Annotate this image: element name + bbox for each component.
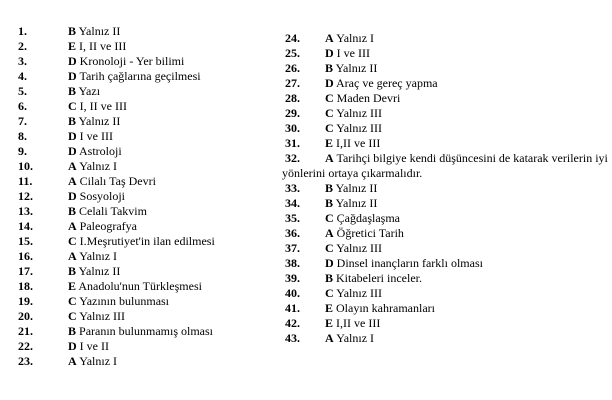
answer	[325, 331, 374, 346]
answer-letter: A	[68, 249, 77, 263]
question-number: 42.	[285, 316, 300, 330]
answer	[325, 211, 400, 226]
question-number: 3.	[18, 54, 27, 68]
answer	[68, 219, 137, 234]
answer	[68, 294, 169, 309]
question-number: 23.	[18, 354, 33, 368]
question-number: 25.	[285, 46, 300, 60]
answer-text: Yalnız III	[336, 241, 383, 255]
answer-letter: A	[325, 31, 334, 45]
answer	[68, 309, 125, 324]
answer-letter: D	[68, 69, 77, 83]
answer-text: I ve III	[79, 129, 113, 143]
answer-text: Yalnız III	[336, 106, 383, 120]
answer-text: Anadolu'nun Türkleşmesi	[78, 279, 202, 293]
answer-letter: C	[68, 309, 77, 323]
answer-row	[0, 294, 260, 309]
answer-text: Araç ve gereç yapma	[336, 76, 438, 90]
question-number: 9.	[18, 144, 27, 158]
answer-letter: B	[325, 271, 334, 285]
answer	[68, 39, 126, 54]
question-number: 36.	[285, 226, 300, 240]
answer	[325, 106, 382, 121]
answer-text: I,II ve III	[336, 136, 381, 150]
answer	[68, 189, 125, 204]
answer	[68, 129, 113, 144]
answer-letter: B	[68, 264, 77, 278]
answer-letter: D	[325, 46, 334, 60]
answer-row	[0, 309, 260, 324]
answer	[68, 174, 156, 189]
answer-text: I ve II	[79, 339, 109, 353]
answer-text: Celali Takvim	[79, 204, 147, 218]
answer-text: Paranın bulunmamış olması	[79, 324, 214, 338]
answer	[325, 316, 380, 331]
answer-row	[0, 324, 260, 339]
answer-letter: A	[325, 151, 334, 165]
question-number: 43.	[285, 331, 300, 345]
answer-row	[282, 61, 612, 76]
question-number: 30.	[285, 121, 300, 135]
answer-row	[282, 151, 612, 181]
question-number: 17.	[18, 264, 33, 278]
answer-text: Kitabeleri inceler.	[336, 271, 422, 285]
answer	[325, 61, 377, 76]
answer-text: I,II ve III	[336, 316, 381, 330]
question-number: 18.	[18, 279, 33, 293]
answer-text: Yalnız III	[336, 286, 383, 300]
answer-row	[0, 279, 260, 294]
answer	[68, 114, 120, 129]
answer-letter: D	[68, 129, 77, 143]
answer-row	[0, 264, 260, 279]
question-number: 41.	[285, 301, 300, 315]
question-number: 12.	[18, 189, 33, 203]
answer-row	[282, 121, 612, 136]
answer-row	[0, 54, 260, 69]
answer-row	[282, 136, 612, 151]
answer-letter: E	[68, 39, 77, 53]
answer-text: I, II ve III	[79, 99, 127, 113]
answer	[68, 339, 109, 354]
answer-row	[282, 31, 612, 46]
answer-text: Yalnız I	[79, 354, 118, 368]
answer	[325, 136, 380, 151]
answer-row	[282, 196, 612, 211]
answer-letter: A	[68, 219, 77, 233]
answer-row	[282, 316, 612, 331]
answer-letter: C	[325, 121, 334, 135]
answer-letter: A	[68, 174, 77, 188]
question-number: 34.	[285, 196, 300, 210]
answer-text: Sosyoloji	[79, 189, 126, 203]
answer	[325, 286, 382, 301]
question-number: 4.	[18, 69, 27, 83]
answer-text: Yalnız III	[79, 309, 126, 323]
question-number: 14.	[18, 219, 33, 233]
question-number: 20.	[18, 309, 33, 323]
answer-row	[0, 39, 260, 54]
answer	[325, 256, 483, 271]
answer-row	[282, 46, 612, 61]
question-number: 15.	[18, 234, 33, 248]
answer-letter: A	[325, 331, 334, 345]
answer-row	[0, 84, 260, 99]
answer-letter: B	[68, 84, 77, 98]
answer-row	[0, 69, 260, 84]
answer-letter: D	[325, 256, 334, 270]
answer-letter: D	[68, 144, 77, 158]
answer-letter: B	[325, 61, 334, 75]
answer-text: Yazı	[78, 84, 101, 98]
question-number: 1.	[18, 24, 27, 38]
answer-letter: E	[325, 301, 334, 315]
answer	[68, 159, 117, 174]
answer-row	[282, 301, 612, 316]
answer	[68, 204, 147, 219]
answer-row	[282, 226, 612, 241]
answer-letter: D	[68, 189, 77, 203]
answer-row	[282, 286, 612, 301]
answer-row	[0, 159, 260, 174]
answer-text: Öğretici Tarih	[336, 226, 404, 240]
answer-row	[0, 99, 260, 114]
answer	[68, 354, 117, 369]
answer-row	[0, 24, 260, 39]
answer	[325, 76, 438, 91]
question-number: 35.	[285, 211, 300, 225]
question-number: 26.	[285, 61, 300, 75]
answer	[325, 121, 382, 136]
answer-text: Yalnız II	[335, 196, 378, 210]
answer	[325, 226, 404, 241]
answer-row	[282, 331, 612, 346]
answer-letter: E	[325, 316, 334, 330]
question-number: 2.	[18, 39, 27, 53]
answer-letter: E	[68, 279, 77, 293]
answer-text: Yalnız II	[78, 264, 121, 278]
answer-text: Yazının bulunması	[79, 294, 170, 308]
answer	[325, 241, 382, 256]
answer-row	[0, 234, 260, 249]
question-number: 6.	[18, 99, 27, 113]
answer-letter: C	[325, 286, 334, 300]
answer-key-left-column	[0, 0, 260, 369]
answer-text: Tarih çağlarına geçilmesi	[79, 69, 201, 83]
question-number: 27.	[285, 76, 300, 90]
answer-letter: B	[325, 181, 334, 195]
answer-row	[282, 241, 612, 256]
answer-letter: C	[68, 294, 77, 308]
answer-letter: B	[68, 114, 77, 128]
question-number: 40.	[285, 286, 300, 300]
answer-row	[0, 339, 260, 354]
answer	[68, 144, 122, 159]
answer-letter: B	[68, 24, 77, 38]
answer-text: Astroloji	[79, 144, 122, 158]
answer-row	[282, 181, 612, 196]
answer-text: I.Meşrutiyet'in ilan edilmesi	[79, 234, 215, 248]
question-number: 21.	[18, 324, 33, 338]
answer	[325, 271, 422, 286]
answer-text: Dinsel inançların farklı olması	[336, 256, 483, 270]
answer-letter: C	[325, 91, 334, 105]
answer-letter: B	[68, 324, 77, 338]
answer	[325, 181, 377, 196]
answer-row	[282, 256, 612, 271]
answer-text: Cilalı Taş Devri	[79, 174, 156, 188]
answer	[68, 234, 215, 249]
answer-row	[0, 189, 260, 204]
answer-row	[282, 106, 612, 121]
answer-letter: C	[68, 234, 77, 248]
answer-text: Yalnız II	[78, 114, 121, 128]
answer	[68, 249, 117, 264]
question-number: 39.	[285, 271, 300, 285]
answer	[68, 24, 120, 39]
question-number: 16.	[18, 249, 33, 263]
answer	[68, 69, 201, 84]
answer	[325, 196, 377, 211]
answer	[68, 324, 213, 339]
question-number: 37.	[285, 241, 300, 255]
answer	[325, 46, 370, 61]
answer-text: Yalnız I	[79, 159, 118, 173]
answer-text: Yalnız III	[336, 121, 383, 135]
answer-letter: E	[325, 136, 334, 150]
answer-row	[0, 144, 260, 159]
answer	[325, 301, 435, 316]
answer-text-continuation: yönlerini ortaya çıkarmalıdır.	[282, 166, 423, 180]
answer-letter: D	[68, 54, 77, 68]
answer-text: Kronoloji - Yer bilimi	[79, 54, 185, 68]
answer-row	[0, 249, 260, 264]
question-number: 22.	[18, 339, 33, 353]
question-number: 32.	[285, 151, 300, 165]
answer-letter: C	[325, 241, 334, 255]
answer-row	[282, 76, 612, 91]
answer	[68, 54, 184, 69]
answer-row	[0, 114, 260, 129]
answer-row	[282, 91, 612, 106]
question-number: 11.	[18, 174, 33, 188]
answer-text: Çağdaşlaşma	[336, 211, 400, 225]
answer-text: Yalnız II	[335, 61, 378, 75]
answer-key-right-column	[282, 0, 612, 346]
answer-letter: A	[68, 354, 77, 368]
answer-letter: B	[68, 204, 77, 218]
answer-row	[0, 204, 260, 219]
question-number: 5.	[18, 84, 27, 98]
answer-text: Yalnız I	[79, 249, 118, 263]
answer-row	[0, 219, 260, 234]
answer-letter: C	[325, 106, 334, 120]
answer-text: Olayın kahramanları	[336, 301, 435, 315]
answer-row	[0, 129, 260, 144]
question-number: 19.	[18, 294, 33, 308]
answer-letter: B	[325, 196, 334, 210]
answer-text: I ve III	[336, 46, 370, 60]
answer	[68, 99, 127, 114]
question-number: 8.	[18, 129, 27, 143]
answer-text: Yalnız II	[78, 24, 121, 38]
question-number: 29.	[285, 106, 300, 120]
answer	[68, 264, 120, 279]
answer	[68, 279, 202, 294]
question-number: 24.	[285, 31, 300, 45]
question-number: 38.	[285, 256, 300, 270]
answer	[325, 31, 374, 46]
answer-text: Yalnız II	[335, 181, 378, 195]
question-number: 33.	[285, 181, 300, 195]
answer-letter: C	[325, 211, 334, 225]
answer-row	[282, 211, 612, 226]
question-number: 10.	[18, 159, 33, 173]
question-number: 28.	[285, 91, 300, 105]
answer-letter: D	[325, 76, 334, 90]
answer-letter: D	[68, 339, 77, 353]
answer-text: I, II ve III	[79, 39, 127, 53]
answer-letter: C	[68, 99, 77, 113]
answer-row	[0, 354, 260, 369]
answer-text: Yalnız I	[336, 31, 375, 45]
question-number: 7.	[18, 114, 27, 128]
answer-text: Yalnız I	[336, 331, 375, 345]
answer-text: Paleografya	[79, 219, 137, 233]
answer-letter: A	[325, 226, 334, 240]
answer	[325, 91, 400, 106]
question-number: 31.	[285, 136, 300, 150]
answer-row	[0, 174, 260, 189]
answer-text: Tarihçi bilgiye kendi düşüncesini de katarak verilerin iyi	[336, 151, 608, 165]
answer-letter: A	[68, 159, 77, 173]
question-number: 13.	[18, 204, 33, 218]
answer-text: Maden Devri	[336, 91, 401, 105]
answer-row	[282, 271, 612, 286]
answer	[68, 84, 100, 99]
